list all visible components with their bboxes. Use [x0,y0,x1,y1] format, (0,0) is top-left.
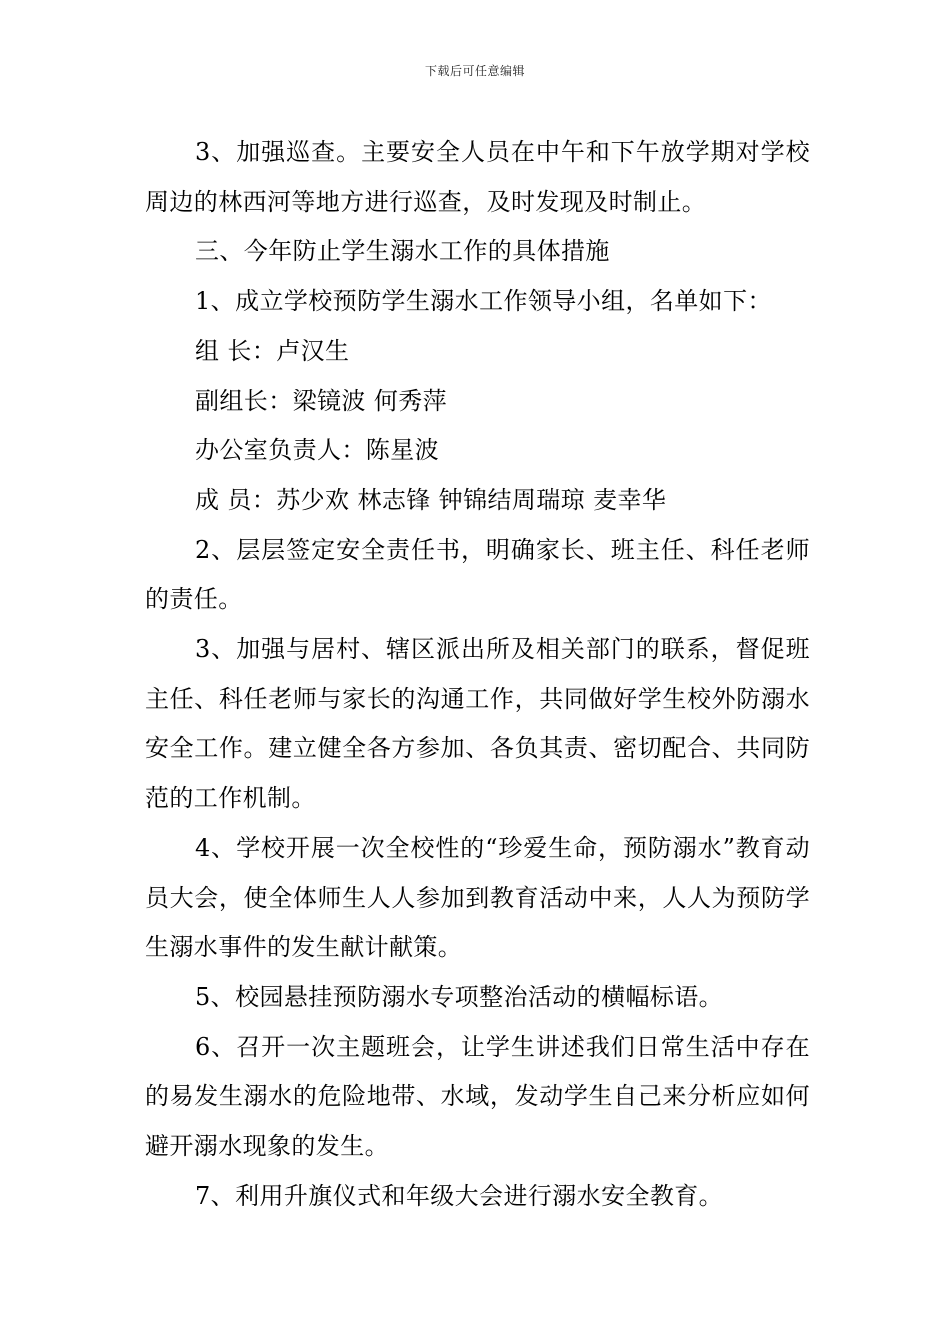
leader-line: 组 长：卢汉生 [195,336,350,365]
section-heading-measures: 三、今年防止学生溺水工作的具体措施 [195,237,610,266]
paragraph-patrol: 3、加强巡查。主要安全人员在中午和下午放学期对学校周边的林西河等地方进行巡查，及时发现及时制止。 [145,138,810,216]
paragraph-contact: 3、加强与居村、辖区派出所及相关部门的联系，督促班主任、科任老师与家长的沟通工作，共同做好学生校外防溺水安全工作。建立健全各方参加、各负其责、密切配合、共同防范的工作机制。 [145,635,810,813]
members-line: 成 员：苏少欢 林志锋 钟锦结周瑞琼 麦幸华 [195,485,667,514]
paragraph-assembly: 4、学校开展一次全校性的“珍爱生命，预防溺水”教育动员大会，使全体师生人人参加到教育活动中来，人人为预防学生溺水事件的发生献计献策。 [145,833,810,962]
office-head-line: 办公室负责人：陈星波 [195,436,439,465]
paragraph-leadership-group: 1、成立学校预防学生溺水工作领导小组，名单如下： [195,287,772,316]
paragraph-flag-ceremony: 7、利用升旗仪式和年级大会进行溺水安全教育。 [195,1181,724,1210]
paragraph-banner: 5、校园悬挂预防溺水专项整治活动的横幅标语。 [195,982,724,1011]
deputy-leader-line: 副组长：梁镜波 何秀萍 [195,386,448,415]
paragraph-class-meeting: 6、召开一次主题班会，让学生讲述我们日常生活中存在的易发生溺水的危险地带、水域，发动学生自己来分析应如何避开溺水现象的发生。 [145,1032,810,1161]
document-body [145,128,810,1221]
page-header: 下载后可任意编辑 [424,64,525,78]
paragraph-responsibility: 2、层层签定安全责任书，明确家长、班主任、科任老师的责任。 [145,535,810,614]
